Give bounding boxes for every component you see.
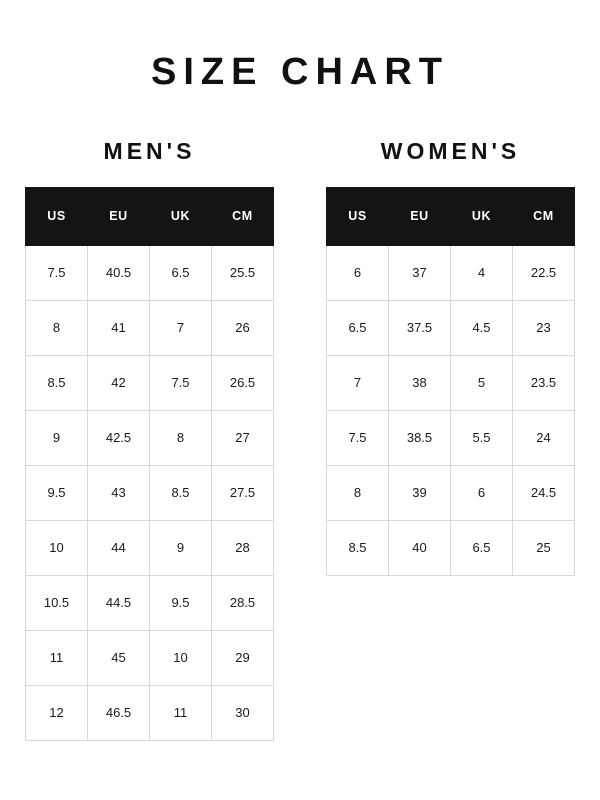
table-row (26, 245, 274, 300)
cell-us: 8.5 (26, 355, 88, 410)
cell-us: 7 (327, 355, 389, 410)
cell-cm: 27.5 (212, 465, 274, 520)
cell-uk: 4.5 (451, 300, 513, 355)
womens-table-body (327, 245, 575, 575)
cell-cm: 30 (212, 685, 274, 740)
column-header-eu: EU (88, 187, 150, 245)
column-header-cm: CM (212, 187, 274, 245)
cell-us: 7.5 (26, 245, 88, 300)
cell-cm: 28 (212, 520, 274, 575)
table-row (26, 575, 274, 630)
cell-us: 6 (327, 245, 389, 300)
cell-us: 11 (26, 630, 88, 685)
cell-uk: 4 (451, 245, 513, 300)
cell-eu: 40.5 (88, 245, 150, 300)
cell-eu: 37.5 (389, 300, 451, 355)
womens-section-title: WOMEN'S (380, 137, 521, 164)
cell-cm: 25.5 (212, 245, 274, 300)
cell-cm: 25 (513, 520, 575, 575)
column-header-us: US (327, 187, 389, 245)
cell-cm: 23 (513, 300, 575, 355)
cell-uk: 9.5 (150, 575, 212, 630)
cell-eu: 39 (389, 465, 451, 520)
womens-size-table-block (326, 138, 575, 576)
mens-size-table (25, 187, 274, 741)
cell-eu: 41 (88, 300, 150, 355)
cell-uk: 6 (451, 465, 513, 520)
womens-table-head (327, 187, 575, 245)
table-row (327, 300, 575, 355)
cell-eu: 40 (389, 520, 451, 575)
mens-size-table-block (25, 138, 274, 741)
table-row (327, 520, 575, 575)
cell-eu: 37 (389, 245, 451, 300)
cell-uk: 5 (451, 355, 513, 410)
cell-us: 9.5 (26, 465, 88, 520)
table-row (26, 685, 274, 740)
cell-uk: 6.5 (451, 520, 513, 575)
table-row (327, 245, 575, 300)
cell-uk: 10 (150, 630, 212, 685)
cell-cm: 24.5 (513, 465, 575, 520)
column-header-eu: EU (389, 187, 451, 245)
cell-uk: 8 (150, 410, 212, 465)
table-row (26, 630, 274, 685)
table-header-row (26, 187, 274, 245)
table-row (327, 410, 575, 465)
column-header-cm: CM (513, 187, 575, 245)
cell-us: 7.5 (327, 410, 389, 465)
cell-eu: 44.5 (88, 575, 150, 630)
cell-uk: 6.5 (150, 245, 212, 300)
cell-us: 12 (26, 685, 88, 740)
mens-table-body (26, 245, 274, 740)
cell-cm: 24 (513, 410, 575, 465)
cell-uk: 8.5 (150, 465, 212, 520)
cell-eu: 43 (88, 465, 150, 520)
cell-us: 8 (327, 465, 389, 520)
table-row (327, 355, 575, 410)
cell-eu: 45 (88, 630, 150, 685)
cell-eu: 44 (88, 520, 150, 575)
cell-uk: 7.5 (150, 355, 212, 410)
cell-eu: 42 (88, 355, 150, 410)
cell-us: 8.5 (327, 520, 389, 575)
mens-section-title: MEN'S (103, 137, 196, 164)
cell-uk: 11 (150, 685, 212, 740)
cell-cm: 26 (212, 300, 274, 355)
table-row (26, 520, 274, 575)
table-header-row (327, 187, 575, 245)
table-row (26, 355, 274, 410)
cell-us: 6.5 (327, 300, 389, 355)
mens-table-head (26, 187, 274, 245)
cell-uk: 5.5 (451, 410, 513, 465)
table-row (26, 410, 274, 465)
size-tables-container (0, 138, 600, 741)
cell-uk: 9 (150, 520, 212, 575)
page-title: SIZE CHART (151, 51, 449, 93)
table-row (327, 465, 575, 520)
cell-us: 8 (26, 300, 88, 355)
cell-uk: 7 (150, 300, 212, 355)
cell-cm: 22.5 (513, 245, 575, 300)
cell-eu: 42.5 (88, 410, 150, 465)
cell-cm: 29 (212, 630, 274, 685)
column-header-uk: UK (451, 187, 513, 245)
womens-size-table (326, 187, 575, 576)
cell-cm: 27 (212, 410, 274, 465)
column-header-uk: UK (150, 187, 212, 245)
cell-cm: 26.5 (212, 355, 274, 410)
cell-us: 9 (26, 410, 88, 465)
cell-us: 10.5 (26, 575, 88, 630)
table-row (26, 300, 274, 355)
cell-us: 10 (26, 520, 88, 575)
cell-eu: 38 (389, 355, 451, 410)
column-header-us: US (26, 187, 88, 245)
cell-cm: 28.5 (212, 575, 274, 630)
cell-eu: 38.5 (389, 410, 451, 465)
cell-cm: 23.5 (513, 355, 575, 410)
cell-eu: 46.5 (88, 685, 150, 740)
table-row (26, 465, 274, 520)
